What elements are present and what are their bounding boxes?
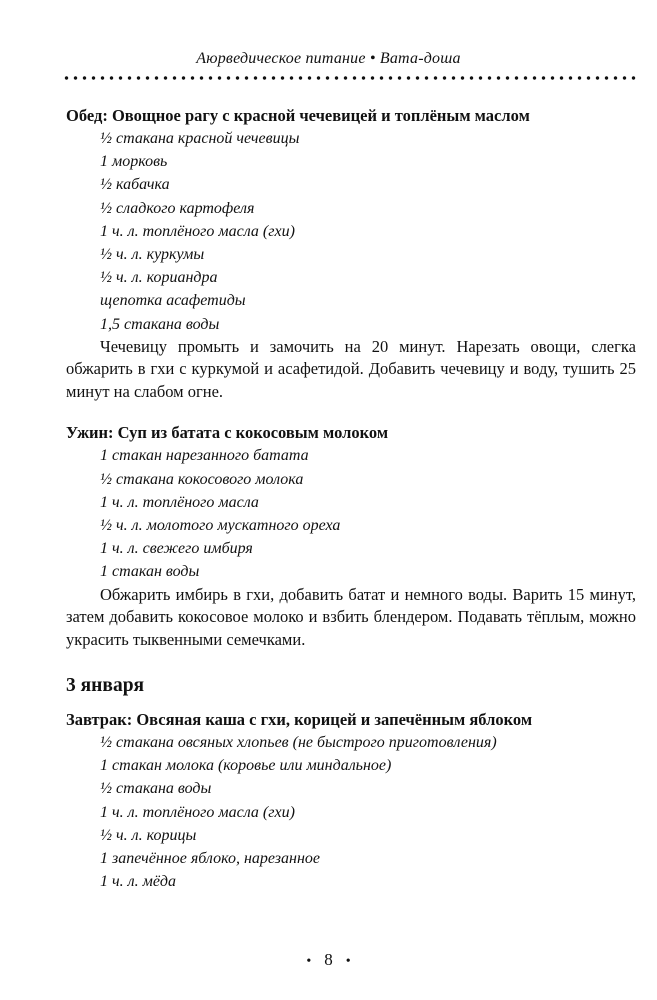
ingredient-list — [66, 127, 636, 336]
day-heading: 3 января — [66, 675, 145, 697]
recipe-dinner — [66, 421, 636, 651]
recipe-lunch — [66, 104, 636, 403]
ingredient-item: ½ сладкого картофеля — [100, 199, 255, 217]
page-footer — [0, 950, 657, 970]
ingredient-item: 1 ч. л. мёда — [100, 873, 177, 891]
ingredient-item: ½ стакана кокосового молока — [100, 470, 304, 488]
ingredient-list — [66, 731, 636, 893]
ingredient-list — [66, 444, 636, 583]
ingredient-item: ½ ч. л. кориандра — [100, 269, 218, 287]
page-number: 8 — [324, 950, 333, 969]
ingredient-item: 1 стакан молока (коровье или миндальное) — [100, 757, 392, 775]
ingredient-item: ½ ч. л. куркумы — [100, 246, 205, 264]
ingredient-item: ½ ч. л. корицы — [100, 826, 197, 844]
recipe-title: Завтрак: Овсяная каша с гхи, корицей и запечённым яблоком — [66, 710, 533, 730]
ingredient-item: щепотка асафетиды — [100, 292, 246, 310]
footer-bullet: • — [306, 954, 312, 969]
footer-bullet: • — [345, 954, 351, 969]
ingredient-item: 1 ч. л. топлёного масла (гхи) — [100, 803, 295, 821]
ingredient-item: 1 ч. л. свежего имбиря — [100, 540, 253, 558]
ingredient-item: 1 стакан воды — [100, 563, 200, 581]
dotted-divider — [62, 75, 638, 81]
ingredient-item: ½ стакана красной чечевицы — [100, 130, 300, 147]
recipe-instructions: Обжарить имбирь в гхи, добавить батат и немного воды. Варить 15 минут, затем добавить кокосовое молоко и взбить блендером. Подавать тёплым, можно украсить тыквенными семечками. — [66, 584, 636, 649]
ingredient-item: ½ стакана воды — [100, 780, 212, 798]
ingredient-item: ½ стакана овсяных хлопьев (не быстрого приготовления) — [100, 734, 497, 752]
recipe-breakfast — [66, 708, 636, 893]
ingredient-item: ½ ч. л. молотого мускатного ореха — [100, 516, 341, 534]
ingredient-item: 1 запечённое яблоко, нарезанное — [100, 850, 321, 868]
ingredient-item: 1 ч. л. топлёного масла (гхи) — [100, 222, 295, 240]
page-content — [66, 104, 636, 893]
recipe-title: Ужин: Суп из батата с кокосовым молоком — [66, 423, 389, 443]
running-header: Аюрведическое питание • Вата-доша — [196, 50, 461, 67]
spacer — [66, 403, 636, 421]
ingredient-item: 1 морковь — [100, 153, 168, 171]
spacer — [66, 651, 636, 673]
ingredient-item: 1 ч. л. топлёного масла — [100, 493, 259, 511]
recipe-instructions: Чечевицу промыть и замочить на 20 минут. Нарезать овощи, слегка обжарить в гхи с куркумой и асафетидой. Добавить чечевицу и воду, тушить 25 минут на слабом огне. — [66, 336, 636, 401]
recipe-title: Обед: Овощное рагу с красной чечевицей и топлёным маслом — [66, 106, 530, 125]
ingredient-item: 1,5 стакана воды — [100, 315, 220, 333]
ingredient-item: 1 стакан нарезанного батата — [100, 447, 309, 465]
ingredient-item: ½ кабачка — [100, 176, 170, 194]
